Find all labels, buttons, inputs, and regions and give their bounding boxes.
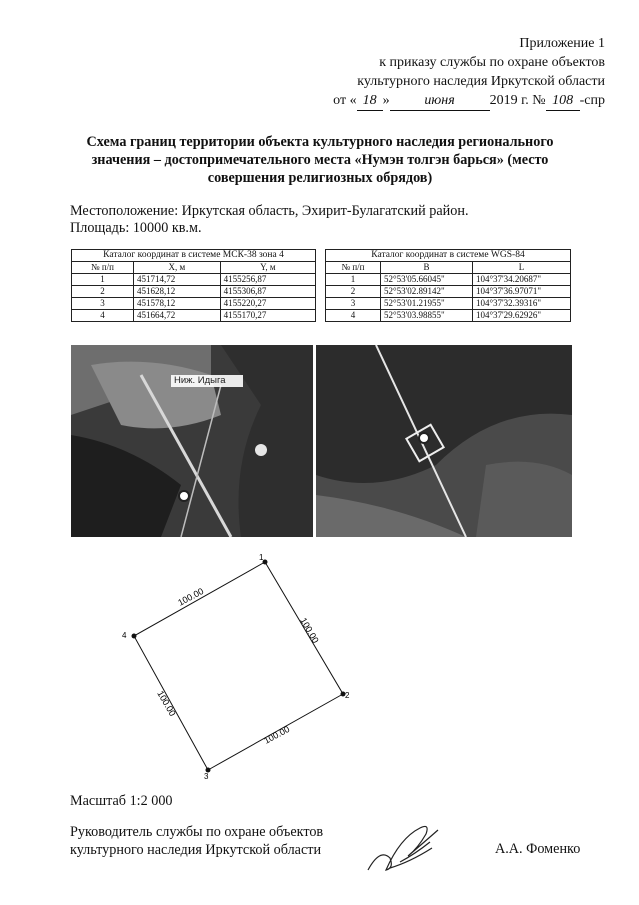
satellite-map-detail bbox=[316, 345, 572, 537]
order-number: 108 bbox=[546, 91, 580, 111]
side-label-1-2: 100.00 bbox=[298, 616, 321, 645]
coords-table-wgs: Каталог координат в системе WGS-84 № п/п B L 1 52°53'05.66045" 104°37'34.20687" 2 52°53'02.89142" 104°37'36.97071" 3 52°53'01.21955" 104°37'32.39316" 4 52°53'03.98855" 104°37'29.62926" bbox=[325, 249, 571, 322]
table-row: 2 451628,12 4155306,87 bbox=[72, 286, 316, 298]
appendix-line3: культурного наследия Иркутской области bbox=[357, 74, 605, 89]
table-row: 4 52°53'03.98855" 104°37'29.62926" bbox=[326, 310, 571, 322]
point-label-1: 1 bbox=[259, 553, 264, 562]
boundary-scheme bbox=[110, 548, 360, 780]
side-label-3-4: 100.00 bbox=[155, 689, 178, 718]
table-row: 1 451714,72 4155256,87 bbox=[72, 274, 316, 286]
location-text: Местоположение: Иркутская область, Эхирит-Булагатский район. bbox=[70, 203, 469, 219]
side-label-4-1: 100.00 bbox=[176, 586, 206, 608]
date-month: июня bbox=[390, 91, 490, 111]
point-label-2: 2 bbox=[345, 691, 350, 700]
coords-table-msk: Каталог координат в системе МСК-38 зона 4 № п/п X, м Y, м 1 451714,72 4155256,87 2 451628,12 4155306,87 3 451578,12 4155220,27 4 451664,72 4155170,27 bbox=[71, 249, 316, 322]
appendix-header bbox=[333, 34, 605, 111]
signatory-name: А.А. Фоменко bbox=[495, 841, 581, 857]
table-row: 4 451664,72 4155170,27 bbox=[72, 310, 316, 322]
village-label: Ниж. Идыга bbox=[174, 375, 226, 386]
pin-icon bbox=[419, 433, 429, 443]
appendix-line1: Приложение 1 bbox=[519, 36, 605, 51]
signature bbox=[360, 818, 450, 878]
appendix-date-line: от « 18 » июня 2019 г. № 108 -спр bbox=[333, 91, 605, 111]
table-wgs-caption: Каталог координат в системе WGS-84 bbox=[326, 250, 571, 262]
table-msk-caption: Каталог координат в системе МСК-38 зона 4 bbox=[72, 250, 316, 262]
side-label-2-3: 100.00 bbox=[262, 724, 292, 746]
pin-icon bbox=[179, 491, 189, 501]
document-title: Схема границ территории объекта культурного наследия регионального значения – достопримечательного места «Нумэн толгэн барься» (место совершения религиозных обрядов) bbox=[86, 134, 554, 186]
area-text: Площадь: 10000 кв.м. bbox=[70, 220, 202, 236]
satellite-map-overview bbox=[71, 345, 313, 537]
date-day: 18 bbox=[357, 91, 383, 111]
signatory-position: Руководитель службы по охране объектов культурного наследия Иркутской области bbox=[70, 824, 324, 858]
table-row: 1 52°53'05.66045" 104°37'34.20687" bbox=[326, 274, 571, 286]
table-row: 3 451578,12 4155220,27 bbox=[72, 298, 316, 310]
table-row: 3 52°53'01.21955" 104°37'32.39316" bbox=[326, 298, 571, 310]
table-row: 2 52°53'02.89142" 104°37'36.97071" bbox=[326, 286, 571, 298]
point-label-3: 3 bbox=[204, 772, 209, 780]
scale-text: Масштаб 1:2 000 bbox=[70, 793, 173, 809]
appendix-line2: к приказу службы по охране объектов bbox=[379, 55, 605, 70]
point-label-4: 4 bbox=[122, 631, 127, 640]
